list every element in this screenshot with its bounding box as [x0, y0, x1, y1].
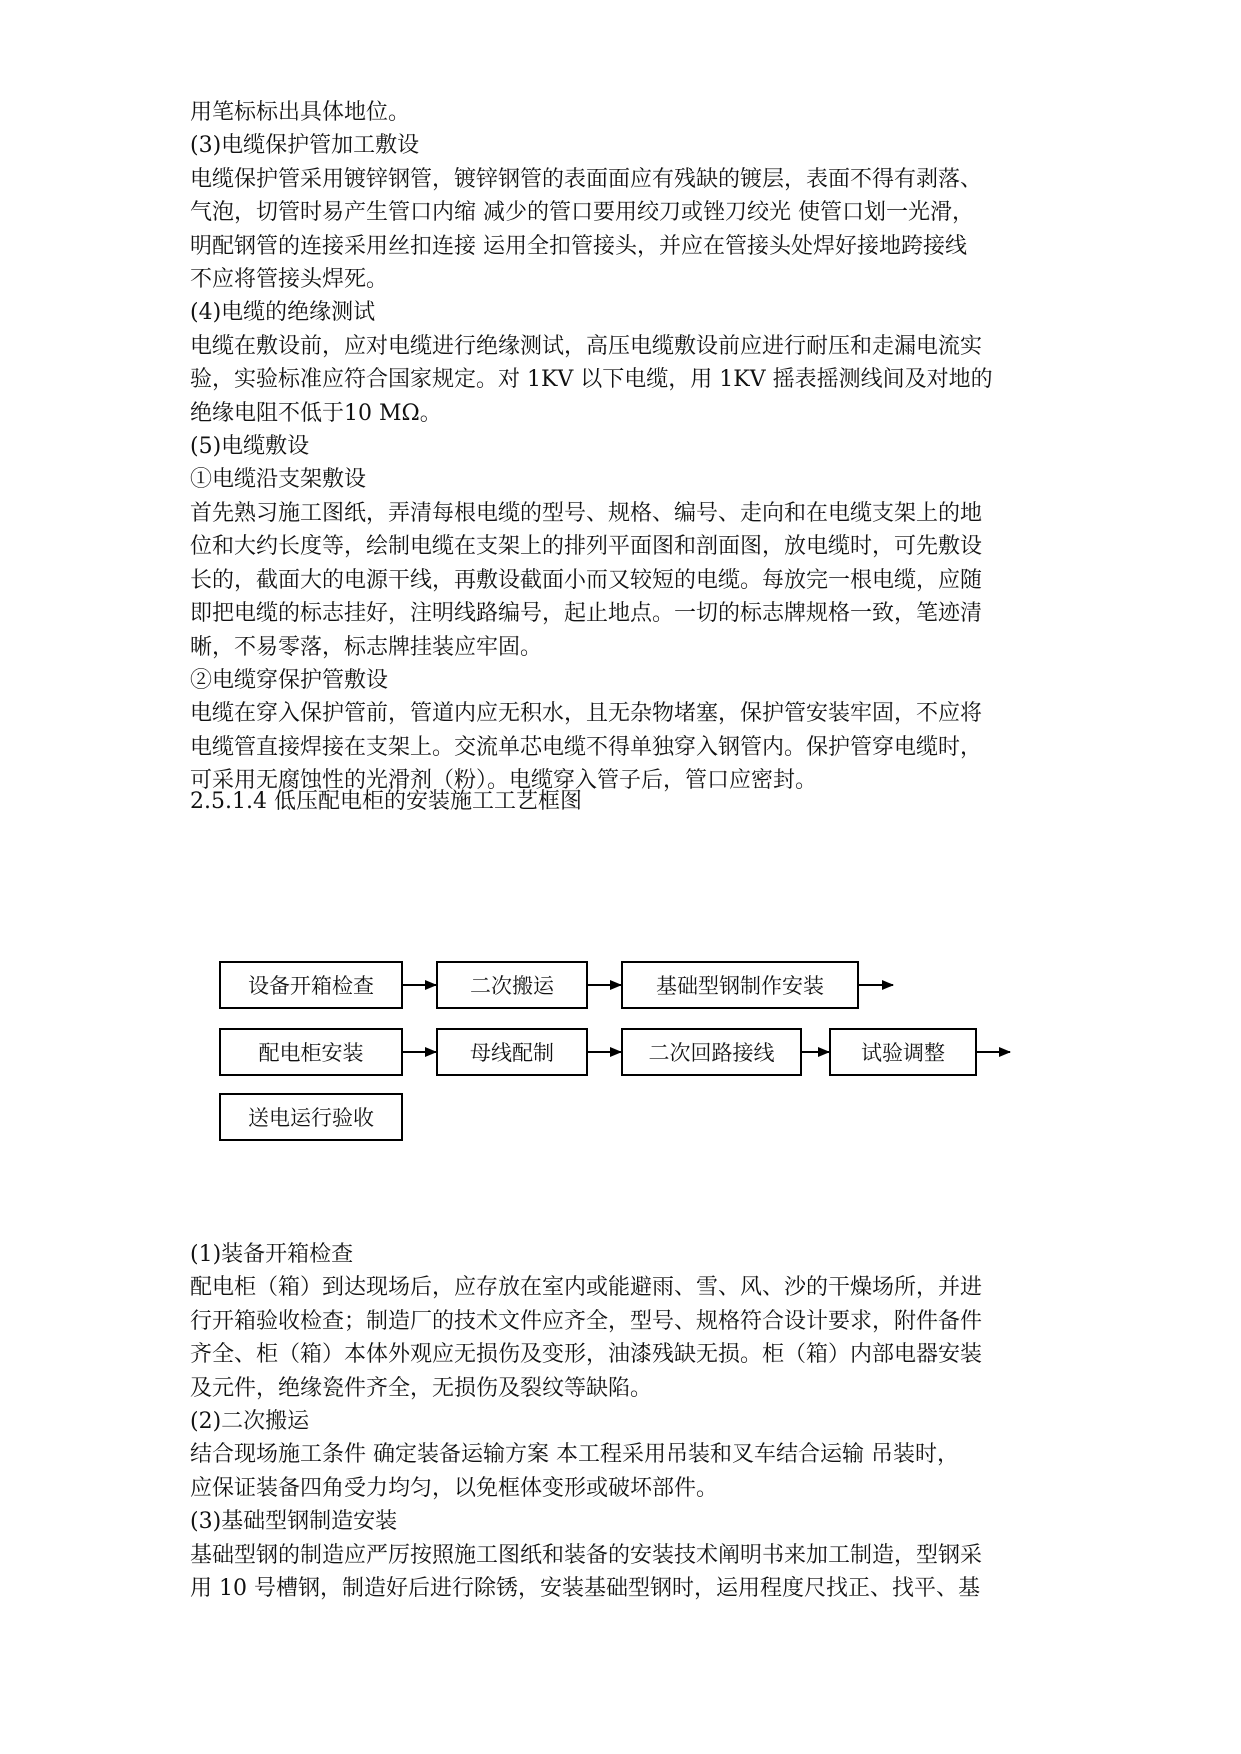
subsection-heading: ②电缆穿保护管敷设 [190, 667, 389, 693]
paragraph-line: 即把电缆的标志挂好，注明线路编号，起止地点。一切的标志牌规格一致，笔迹清 [190, 601, 983, 627]
section-heading: (3)基础型钢制造安装 [190, 1509, 398, 1535]
paragraph-line: 配电柜（箱）到达现场后，应存放在室内或能避雨、雪、风、沙的干燥场所，并进 [190, 1275, 983, 1301]
paragraph-line: 结合现场施工条件 确定装备运输方案 本工程采用吊装和叉车结合运输 吊装时， [190, 1442, 959, 1468]
flow-step-box: 送电运行验收 [219, 1093, 403, 1141]
paragraph-line: 及元件，绝缘瓷件齐全，无损伤及裂纹等缺陷。 [190, 1375, 653, 1401]
paragraph-line: 电缆管直接焊接在支架上。交流单芯电缆不得单独穿入钢管内。保护管穿电缆时， [190, 734, 983, 760]
text-block-bottom [190, 1238, 1070, 1605]
flow-step-box: 基础型钢制作安装 [621, 961, 859, 1009]
paragraph-line: 明配钢管的连接采用丝扣连接 运用全扣管接头，并应在管接头处焊好接地跨接线 [190, 233, 967, 259]
paragraph-line: 长的，截面大的电源干线，再敷设截面小而又较短的电缆。每放完一根电缆，应随 [190, 567, 983, 593]
figure-caption: 2.5.1.4 低压配电柜的安装施工工艺框图 [190, 789, 582, 814]
section-heading: (4)电缆的绝缘测试 [190, 300, 376, 326]
paragraph-line: 验，实验标准应符合国家规定。对 1KV 以下电缆，用 1KV 摇表摇测线间及对地的 [190, 367, 993, 393]
paragraph-line: 用 10 号槽钢，制造好后进行除锈，安装基础型钢时，运用程度尺找正、找平、基 [190, 1576, 980, 1602]
flow-step-box: 二次搬运 [436, 961, 588, 1009]
flow-step-box: 母线配制 [436, 1028, 588, 1076]
paragraph-line: 应保证装备四角受力均匀，以免框体变形或破坏部件。 [190, 1475, 719, 1501]
paragraph-line: 电缆在敷设前，应对电缆进行绝缘测试，高压电缆敷设前应进行耐压和走漏电流实 [190, 333, 983, 359]
section-heading: (3)电缆保护管加工敷设 [190, 133, 420, 159]
paragraph-line: 绝缘电阻不低于10 MΩ。 [190, 400, 442, 426]
subsection-heading: ①电缆沿支架敷设 [190, 467, 367, 493]
paragraph-line: 用笔标标出具体地位。 [190, 100, 411, 125]
section-heading: (1)装备开箱检查 [190, 1242, 354, 1267]
paragraph-line: 行开箱验收检查；制造厂的技术文件应齐全，型号、规格符合设计要求，附件备件 [190, 1308, 983, 1334]
paragraph-line: 基础型钢的制造应严厉按照施工图纸和装备的安装技术阐明书来加工制造，型钢采 [190, 1542, 983, 1568]
paragraph-line: 位和大约长度等，绘制电缆在支架上的排列平面图和剖面图，放电缆时，可先敷设 [190, 534, 983, 560]
paragraph-line: 电缆保护管采用镀锌钢管，镀锌钢管的表面面应有残缺的镀层，表面不得有剥落、 [190, 166, 983, 192]
paragraph-line: 不应将管接头焊死。 [190, 267, 389, 293]
paragraph-line: 首先熟习施工图纸，弄清每根电缆的型号、规格、编号、走向和在电缆支架上的地 [190, 500, 983, 526]
flow-step-box: 二次回路接线 [621, 1028, 802, 1076]
paragraph-line: 电缆在穿入保护管前，管道内应无积水，且无杂物堵塞，保护管安装牢固，不应将 [190, 701, 983, 727]
section-heading: (5)电缆敷设 [190, 434, 310, 460]
paragraph-line: 齐全、柜（箱）本体外观应无损伤及变形，油漆残缺无损。柜（箱）内部电器安装 [190, 1342, 983, 1368]
paragraph-line: 可采用无腐蚀性的光滑剂（粉）。电缆穿入管子后，管口应密封。 [190, 768, 818, 794]
paragraph-line: 晰，不易零落，标志牌挂装应牢固。 [190, 634, 543, 660]
flow-step-box: 设备开箱检查 [219, 961, 403, 1009]
paragraph-line: 气泡，切管时易产生管口内缩 减少的管口要用绞刀或锉刀绞光 使管口划一光滑， [190, 200, 974, 226]
section-heading: (2)二次搬运 [190, 1409, 310, 1435]
flow-step-box: 配电柜安装 [219, 1028, 403, 1076]
flow-step-box: 试验调整 [829, 1028, 977, 1076]
